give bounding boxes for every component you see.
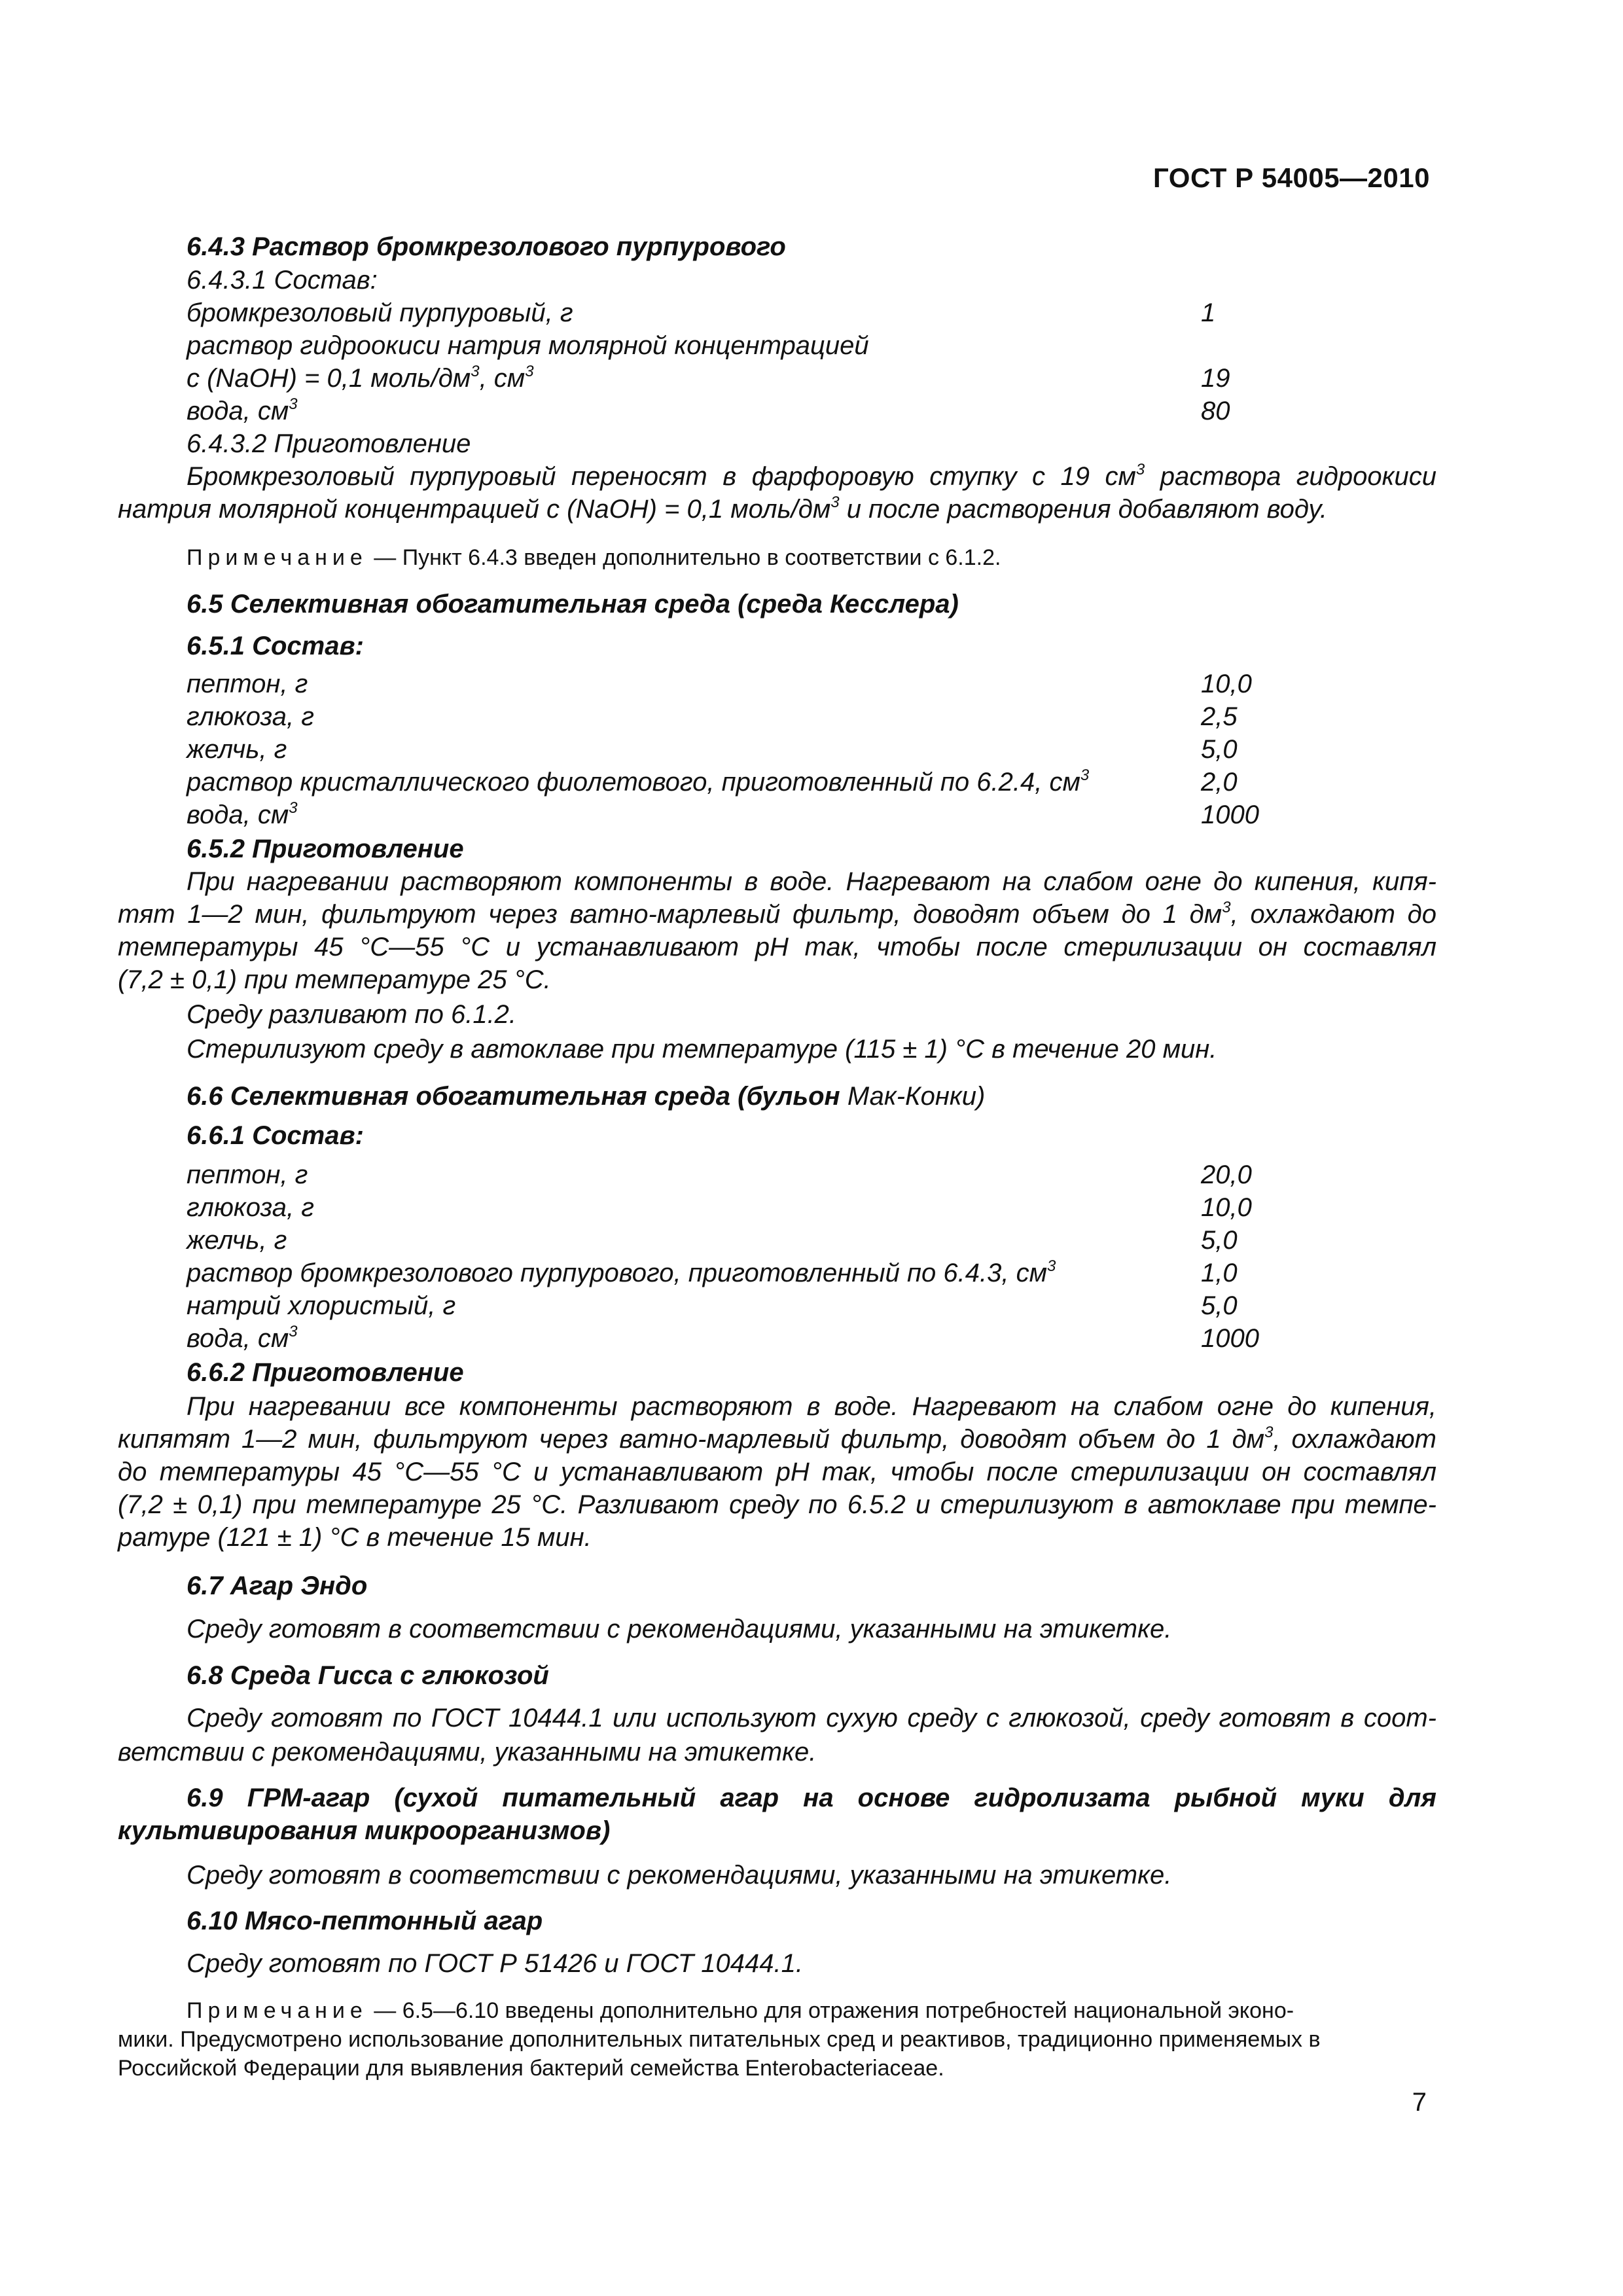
prep-paragraph-line: до температуры 45 °С—55 °С и устанавливают рН так, чтобы после стерилизации он составлял [118,1458,1436,1486]
ingredient-value: 5,0 [1201,1291,1238,1320]
ingredient-name: пептон, г [187,1160,308,1189]
ingredient-name: раствор гидроокиси натрия молярной концентрацией [187,331,869,360]
prep-paragraph-line: температуры 45 °С—55 °С и устанавливают рН так, чтобы после стерилизации он составлял [118,933,1436,961]
prep-paragraph-line: (7,2 ± 0,1) при температуре 25 °С. Разливают среду по 6.5.2 и стерилизуют в автоклаве при темпе- [118,1490,1436,1519]
ingredient-name: бромкрезоловый пурпуровый, г [187,298,573,327]
prep-paragraph-line: При нагревании растворяют компоненты в воде. Нагревают на слабом огне до кипения, кипя- [187,867,1436,896]
ingredient-value: 20,0 [1201,1160,1252,1189]
ingredient-name: глюкоза, г [187,1193,314,1222]
prep-paragraph-line: натрия молярной концентрацией с (NaOH) = 0,1 моль/$дм^3$ и после растворения добавляют воду. [118,493,1327,524]
section-6-4-3-1-title: 6.4.3.1 Состав: [187,266,378,295]
ingredient-name: вода, $см^3$ [187,1323,298,1353]
ingredient-name: вода, $см^3$ [187,799,298,829]
ingredient-name: раствор бромкрезолового пурпурового, приготовленный по 6.4.3, $см^3$ [187,1257,1056,1287]
section-6-4-3-2-title: 6.4.3.2 Приготовление [187,429,471,458]
prep-paragraph-line: ратуре (121 ± 1) °С в течение 15 мин. [118,1523,592,1552]
section-6-8-text: Среду готовят по ГОСТ 10444.1 или используют сухую среду с глюкозой, среду готовят в соот- [187,1704,1436,1732]
ingredient-value: 5,0 [1201,1226,1238,1255]
ingredient-value: 1,0 [1201,1259,1238,1287]
ingredient-name: глюкоза, г [187,702,314,731]
ingredient-value: 1 [1201,298,1216,327]
ingredient-name: натрий хлористый, г [187,1291,456,1320]
prep-paragraph-line: тят 1—2 мин, фильтруют через ватно-марлевый фильтр, доводят объем до 1 $дм^3$, охлаждают до [118,899,1436,929]
ingredient-value: 80 [1201,397,1230,425]
section-6-4-3-title: 6.4.3 Раствор бромкрезолового пурпурового [187,232,786,261]
ingredient-value: 1000 [1201,800,1259,829]
section-6-9-text: Среду готовят в соответствии с рекомендациями, указанными на этикетке. [187,1861,1172,1890]
ingredient-value: 10,0 [1201,670,1252,698]
ingredient-name: вода, $см^3$ [187,395,298,425]
note-6-5-6-10-line: мики. Предусмотрено использование дополнительных питательных сред и реактивов, традиционно применяемых в [118,2027,1321,2052]
ingredient-value: 5,0 [1201,735,1238,764]
section-6-6-title: 6.6 Селективная обогатительная среда (бульон Мак-Конки) [187,1082,986,1111]
prep-paragraph-line: кипятят 1—2 мин, фильтруют через ватно-марлевый фильтр, доводят объем до 1 $дм^3$, охлаждают [118,1424,1436,1454]
section-6-6-1-title: 6.6.1 Состав: [187,1121,364,1150]
ingredient-name: пептон, г [187,670,308,698]
prep-paragraph-line: Бромкрезоловый пурпуровый переносят в фарфоровую ступку с 19 $см^3$ раствора гидроокиси [187,461,1436,491]
prep-paragraph-line: При нагревании все компоненты растворяют в воде. Нагревают на слабом огне до кипения, [187,1392,1436,1421]
ingredient-name: желчь, г [187,1226,287,1255]
ingredient-name: желчь, г [187,735,287,764]
standard-code: ГОСТ Р 54005—2010 [1153,162,1430,193]
section-6-5-1-title: 6.5.1 Состав: [187,632,364,660]
section-6-7-text: Среду готовят в соответствии с рекомендациями, указанными на этикетке. [187,1615,1172,1643]
ingredient-name: с (NaOH) = 0,1 моль/$дм^3$, $см^3$ [187,363,534,393]
page-number: 7 [1412,2088,1427,2117]
section-6-10-title: 6.10 Мясо-пептонный агар [187,1907,543,1935]
prep-paragraph-line: Среду разливают по 6.1.2. [187,1000,517,1029]
section-6-9-title: 6.9 ГРМ-агар (сухой питательный агар на основе гидролизата рыбной муки для [187,1784,1436,1812]
ingredient-value: 10,0 [1201,1193,1252,1222]
section-6-5-title: 6.5 Селективная обогатительная среда (среда Кесслера) [187,590,959,619]
ingredient-value: 1000 [1201,1324,1259,1353]
note-6-4-3: Примечание — Пункт 6.4.3 введен дополнительно в соответствии с 6.1.2. [187,545,1001,570]
section-6-9-title: культивирования микроорганизмов) [118,1816,611,1845]
note-6-5-6-10-line: Российской Федерации для выявления бактерий семейства Enterobacteriaceae. [118,2056,944,2081]
ingredient-value: 2,5 [1201,702,1238,731]
ingredient-name: раствор кристаллического фиолетового, приготовленный по 6.2.4, $см^3$ [187,766,1090,797]
ingredient-value: 19 [1201,364,1230,393]
prep-paragraph-line: (7,2 ± 0,1) при температуре 25 °С. [118,965,551,994]
prep-paragraph-line: Стерилизуют среду в автоклаве при температуре (115 ± 1) °С в течение 20 мин. [187,1035,1217,1064]
ingredient-value: 2,0 [1201,768,1238,797]
section-6-6-2-title: 6.6.2 Приготовление [187,1358,464,1387]
section-6-10-text: Среду готовят по ГОСТ Р 51426 и ГОСТ 10444.1. [187,1949,804,1978]
note-6-5-6-10: Примечание — 6.5—6.10 введены дополнительно для отражения потребностей национальной эконо- [187,1998,1294,2023]
section-6-8-text: ветствии с рекомендациями, указанными на этикетке. [118,1738,817,1767]
section-6-5-2-title: 6.5.2 Приготовление [187,834,464,863]
section-6-7-title: 6.7 Агар Эндо [187,1571,368,1600]
section-6-8-title: 6.8 Среда Гисса с глюкозой [187,1661,549,1690]
